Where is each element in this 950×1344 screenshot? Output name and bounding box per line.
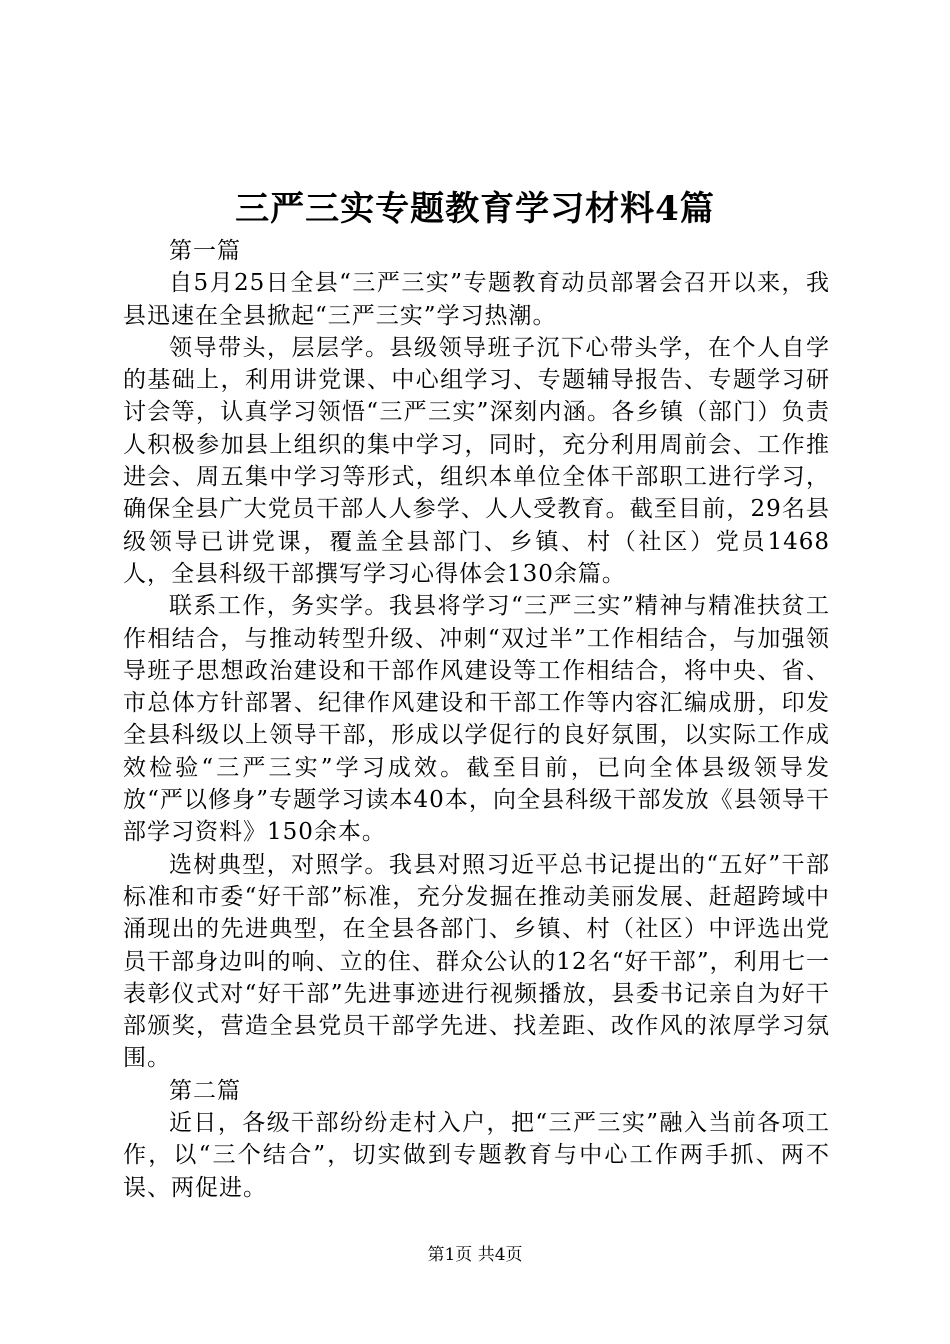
section-heading-1: 第一篇 <box>169 238 241 264</box>
document-title: 三严三实专题教育学习材料4篇 <box>235 189 715 229</box>
document-body <box>123 235 830 1204</box>
paragraph: 领导带头，层层学。县级领导班子沉下心带头学，在个人自学的基础上，利用讲党课、中心组学习、专题辅导报告、专题学习研讨会等，认真学习领悟“三严三实”深刻内涵。各乡镇（部门）负责人积极参加县上组织的集中学习，同时，充分利用周前会、工作推进会、周五集中学习等形式，组织本单位全体干部职工进行学习，确保全县广大党员干部人人参学、人人受教育。截至目前，29名县级领导已讲党课，覆盖全县部门、乡镇、村（社区）党员1468人，全县科级干部撰写学习心得体会130余篇。 <box>123 334 830 587</box>
page-number-footer: 第1页 共4页 <box>427 1245 523 1265</box>
paragraph: 自5月25日全县“三严三实”专题教育动员部署会召开以来，我县迅速在全县掀起“三严三实”学习热潮。 <box>123 270 830 329</box>
paragraph: 联系工作，务实学。我县将学习“三严三实”精神与精准扶贫工作相结合，与推动转型升级、冲刺“双过半”工作相结合，与加强领导班子思想政治建设和干部作风建设等工作相结合，将中央、省、市总体方针部署、纪律作风建设和干部工作等内容汇编成册，印发全县科级以上领导干部，形成以学促行的良好氛围，以实际工作成效检验“三严三实”学习成效。截至目前，已向全体县级领导发放“严以修身”专题学习读本40本，向全县科级干部发放《县领导干部学习资料》150余本。 <box>123 593 830 846</box>
paragraph: 选树典型，对照学。我县对照习近平总书记提出的“五好”干部标准和市委“好干部”标准，充分发掘在推动美丽发展、赶超跨域中涌现出的先进典型，在全县各部门、乡镇、村（社区）中评选出党员干部身边叫的响、立的住、群众公认的12名“好干部”，利用七一表彰仪式对“好干部”先进事迹进行视频播放，县委书记亲自为好干部颁奖，营造全县党员干部学先进、找差距、改作风的浓厚学习氛围。 <box>123 851 830 1072</box>
paragraph: 近日，各级干部纷纷走村入户，把“三严三实”融入当前各项工作，以“三个结合”，切实做到专题教育与中心工作两手抓、两不误、两促进。 <box>123 1110 830 1201</box>
section-heading-2: 第二篇 <box>169 1077 241 1104</box>
